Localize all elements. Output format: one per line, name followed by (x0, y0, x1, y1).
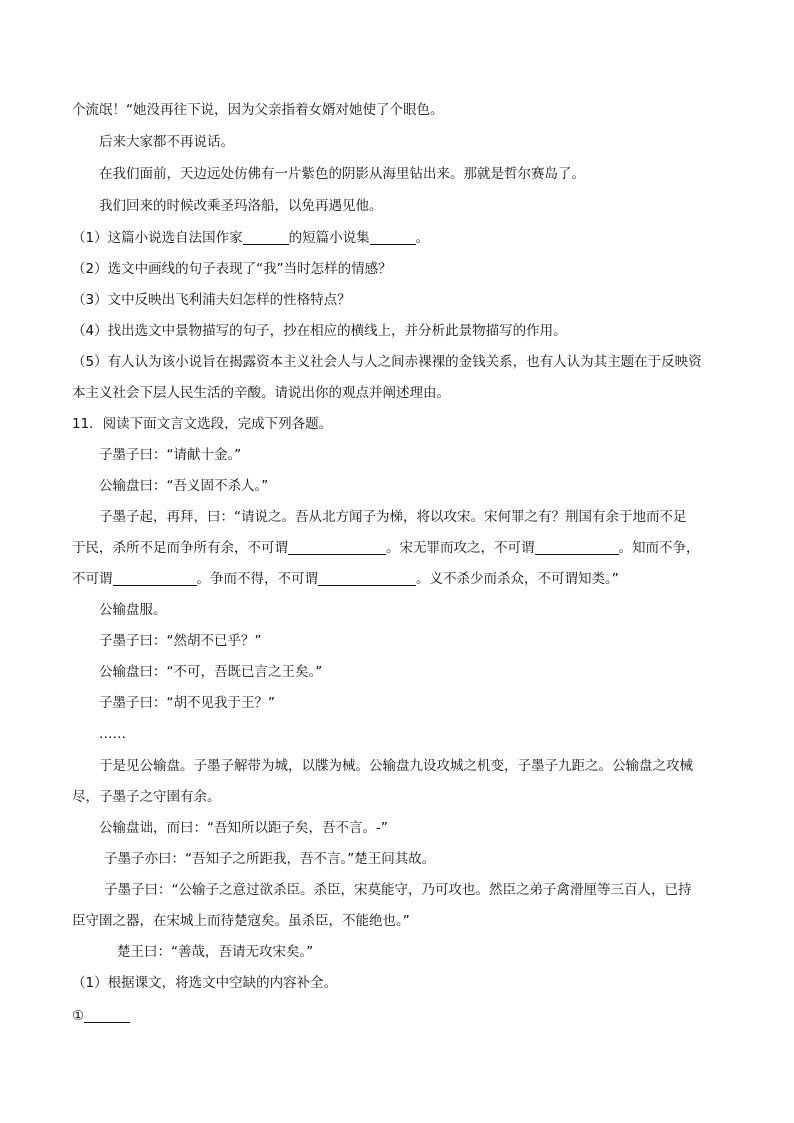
passage-line: 于民，杀所不足而争所有余，不可谓 。宋无罪而攻之，不可谓 。知而不争， (72, 540, 700, 556)
story-line: 在我们面前，天边远处仿佛有一片紫色的阴影从海里钻出来。那就是哲尔赛岛了。 (99, 166, 585, 182)
question-11-heading: 11．阅读下面文言文选段，完成下列各题。 (72, 416, 333, 432)
answer-blank[interactable] (318, 571, 416, 586)
answer-blank[interactable] (288, 540, 386, 555)
question-4: （4）找出选文中景物描写的句子，抄在相应的横线上，并分析此景物描写的作用。 (72, 323, 567, 339)
question-3: （3）文中反映出飞利浦夫妇怎样的性格特点？ (72, 292, 351, 308)
question-5-cont: 本主义社会下层人民生活的辛酸。请说出你的观点并阐述理由。 (72, 385, 450, 401)
passage-line: 子墨子起，再拜，曰：“请说之。吾从北方闻子为梯，将以攻宋。宋何罪之有？荆国有余于地而不足 (99, 509, 687, 525)
answer-blank[interactable] (370, 230, 416, 245)
subquestion-1: （1）根据课文，将选文中空缺的内容补全。 (72, 975, 338, 991)
answer-line-1: ① (72, 1006, 130, 1026)
passage-line: 子墨子曰：“请献十金。” (99, 447, 242, 463)
passage-line: 公输盘服。 (99, 602, 167, 618)
story-line: 个流氓！“她没再往下说，因为父亲指着女婿对她使了个眼色。 (72, 102, 444, 118)
passage-line: 公输盘曰：“不可，吾既已言之王矣。” (99, 664, 323, 680)
ellipsis: …… (99, 726, 126, 742)
passage-line: 子墨子亦曰：“吾知子之所距我，吾不言。”楚王问其故。 (104, 851, 436, 867)
question-5: （5）有人认为该小说旨在揭露资本主义社会人与人之间赤裸裸的金钱关系，也有人认为其主题在于反映资 (72, 354, 702, 370)
passage-line: 子墨子曰：“公输子之意过欲杀臣。杀臣，宋莫能守，乃可攻也。然臣之弟子禽滑厘等三百人，已持 (104, 882, 692, 898)
answer-blank[interactable] (113, 571, 197, 586)
answer-blank[interactable] (84, 1008, 130, 1023)
answer-blank[interactable] (535, 540, 619, 555)
passage-line: 公输盘诎，而曰：“吾知所以距子矣，吾不言。-” (99, 820, 388, 836)
passage-line: 于是见公输盘。子墨子解带为城，以牒为械。公输盘九设攻城之机变，子墨子九距之。公输盘之攻械 (99, 758, 693, 774)
passage-line: 子墨子曰：“然胡不已乎？” (99, 633, 262, 649)
passage-line: 子墨子曰：“胡不见我于王？” (99, 695, 275, 711)
passage-line: 楚王曰：“善哉，吾请无攻宋矣。” (117, 944, 314, 960)
answer-blank[interactable] (243, 230, 289, 245)
question-1: （1）这篇小说选自法国作家 的短篇小说集 。 (72, 230, 430, 246)
passage-line: 不可谓 。争而不得，不可谓 。义不杀少而杀众，不可谓知类。” (72, 571, 619, 587)
passage-line: 公输盘曰：“吾义固不杀人。” (99, 478, 269, 494)
question-2: （2）选文中画线的句子表现了“我”当时怎样的情感？ (72, 261, 392, 277)
passage-line: 臣守圉之器，在宋城上而待楚寇矣。虽杀臣，不能绝也。” (72, 913, 410, 929)
passage-line: 尽，子墨子之守圉有余。 (72, 789, 221, 805)
story-line: 我们回来的时候改乘圣玛洛船，以免再遇见他。 (99, 198, 383, 214)
story-line: 后来大家都不再说话。 (99, 134, 234, 150)
